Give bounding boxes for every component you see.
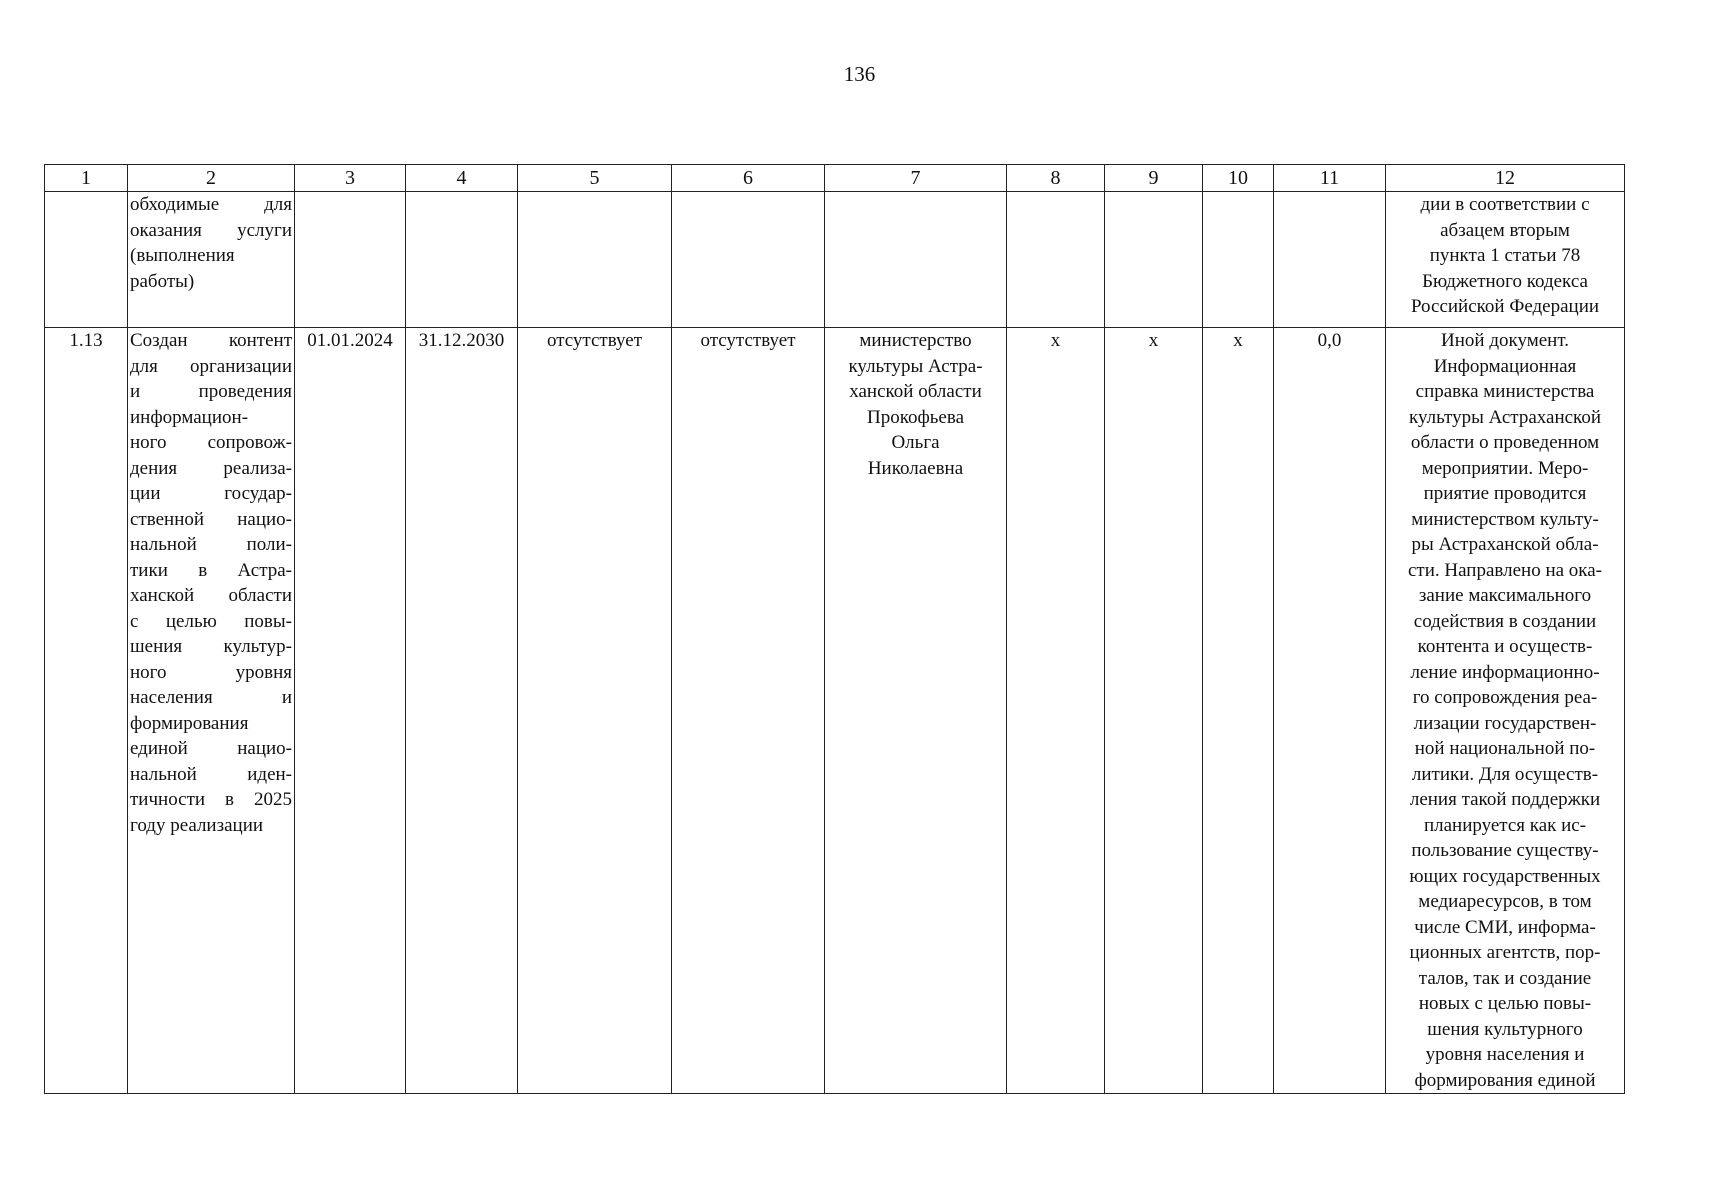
event-name-line: тики в Астра- [130, 559, 292, 581]
continuation-cell-7 [825, 192, 1007, 328]
responsible-line: Прокофьева [866, 406, 965, 428]
continuation-cell-10 [1203, 192, 1274, 328]
event-name-line: ханской области [130, 585, 292, 606]
column-number-9: 9 [1105, 165, 1203, 192]
responsible-line: Ольга [891, 432, 940, 453]
responsible-line: Николаевна [867, 457, 964, 479]
continuation-number-cell [45, 192, 128, 328]
table-row-1-13 [45, 328, 1625, 1094]
event-name-line: и проведения [130, 381, 292, 402]
continuation-document-line: Российской Федерации [1410, 296, 1600, 317]
document-line: литики. Для осуществ- [1411, 763, 1599, 785]
event-name-line: тичности в 2025 [130, 789, 292, 810]
end-date-cell: 31.12.2030 [406, 328, 518, 1094]
continuation-name-line: работы) [130, 270, 195, 292]
event-name-line: году реализации [130, 814, 264, 836]
continuation-cell-9 [1105, 192, 1203, 328]
document-line: Иной документ. [1441, 330, 1569, 351]
document-line: сти. Направлено на ока- [1407, 559, 1603, 581]
column-number-3: 3 [295, 165, 406, 192]
document-line: приятие проводится [1423, 483, 1587, 504]
column-number-4: 4 [406, 165, 518, 192]
event-name-line: населения и [130, 687, 292, 708]
continuation-cell-3 [295, 192, 406, 328]
continuation-name-line: обходимые для [130, 194, 292, 215]
document-line: ной национальной по- [1414, 738, 1596, 759]
document-line: Информационная [1433, 355, 1577, 377]
continuation-document-line: Бюджетного кодекса [1422, 270, 1588, 292]
document-line: мероприятии. Меро- [1421, 457, 1589, 479]
document-line: талов, так и создание [1418, 967, 1592, 989]
column-number-12: 12 [1386, 165, 1625, 192]
document-line: числе СМИ, информа- [1414, 916, 1596, 938]
document-line: ления такой поддержки [1409, 789, 1601, 810]
document-line: формирования единой [1414, 1069, 1596, 1091]
event-name-line: дения реализа- [130, 457, 292, 479]
continuation-document-line: дии в соответствии с [1420, 194, 1590, 215]
column-6-cell: отсутствует [672, 328, 825, 1094]
column-11-cell: 0,0 [1274, 328, 1386, 1094]
document-line: медиаресурсов, в том [1418, 891, 1592, 912]
continuation-document-line: абзацем вторым [1440, 219, 1570, 241]
column-number-11: 11 [1274, 165, 1386, 192]
continuation-document-cell [1386, 192, 1625, 328]
event-name-line: нальной поли- [130, 534, 292, 555]
document-line: пользование существу- [1411, 840, 1599, 861]
continuation-cell-8 [1007, 192, 1105, 328]
start-date-cell: 01.01.2024 [295, 328, 406, 1094]
column-5-cell: отсутствует [518, 328, 672, 1094]
event-name-line: с целью повы- [130, 610, 292, 632]
event-name-line: ции государ- [130, 483, 292, 504]
document-line: лизации государствен- [1413, 712, 1597, 734]
row-number-cell: 1.13 [45, 328, 128, 1094]
column-number-8: 8 [1007, 165, 1105, 192]
event-name-line: шения культур- [130, 636, 292, 657]
continuation-cell-4 [406, 192, 518, 328]
continuation-cell-11 [1274, 192, 1386, 328]
event-name-line: ного уровня [130, 661, 292, 683]
continuation-row [45, 192, 1625, 328]
document-line: культуры Астраханской [1409, 406, 1601, 428]
column-number-7: 7 [825, 165, 1007, 192]
document-line: ление информационно- [1410, 661, 1600, 683]
event-name-line: ного сопровож- [130, 432, 292, 453]
document-line: го сопровождения реа- [1412, 687, 1598, 708]
document-line: уровня населения и [1425, 1044, 1585, 1065]
event-name-line: информацион- [130, 406, 249, 428]
document-line: зание максимального [1418, 585, 1592, 606]
document-line: шения культурного [1427, 1018, 1583, 1040]
column-9-cell: x [1105, 328, 1203, 1094]
document-cell [1386, 328, 1625, 1094]
event-name-line: Создан контент [130, 330, 292, 351]
program-table [44, 164, 1625, 1094]
table-header-row [45, 165, 1625, 192]
document-line: справка министерства [1415, 381, 1595, 402]
column-number-6: 6 [672, 165, 825, 192]
event-name-line: формирования [130, 712, 249, 734]
document-line: содействия в создании [1413, 610, 1597, 632]
document-line: ющих государственных [1409, 865, 1601, 887]
column-number-5: 5 [518, 165, 672, 192]
responsible-line: министерство [859, 330, 972, 351]
continuation-name-line: (выполнения [130, 245, 235, 266]
continuation-cell-6 [672, 192, 825, 328]
document-line: ционных агентств, пор- [1409, 942, 1601, 963]
event-name-line: для организации [130, 355, 292, 377]
document-line: новых с целью повы- [1418, 993, 1592, 1014]
event-name-line: ственной нацио- [130, 508, 292, 530]
continuation-name-line: оказания услуги [130, 219, 292, 241]
document-line: области о проведенном [1410, 432, 1600, 453]
page-number: 136 [843, 62, 876, 86]
continuation-cell-5 [518, 192, 672, 328]
column-8-cell: x [1007, 328, 1105, 1094]
document-line: ры Астраханской обла- [1411, 534, 1599, 555]
column-number-2: 2 [128, 165, 295, 192]
document-line: министерством культу- [1411, 508, 1599, 530]
event-name-line: нальной иден- [130, 763, 292, 785]
continuation-document-line: пункта 1 статьи 78 [1429, 245, 1581, 266]
document-line: планируется как ис- [1423, 814, 1587, 836]
event-name-cell [128, 328, 295, 1094]
document-line: контента и осуществ- [1417, 636, 1593, 657]
column-number-1: 1 [45, 165, 128, 192]
responsible-line: ханской области [849, 381, 982, 402]
column-number-10: 10 [1203, 165, 1274, 192]
event-name-line: единой нацио- [130, 738, 292, 759]
continuation-name-cell [128, 192, 295, 328]
responsible-cell [825, 328, 1007, 1094]
responsible-line: культуры Астра- [848, 355, 983, 377]
column-10-cell: x [1203, 328, 1274, 1094]
